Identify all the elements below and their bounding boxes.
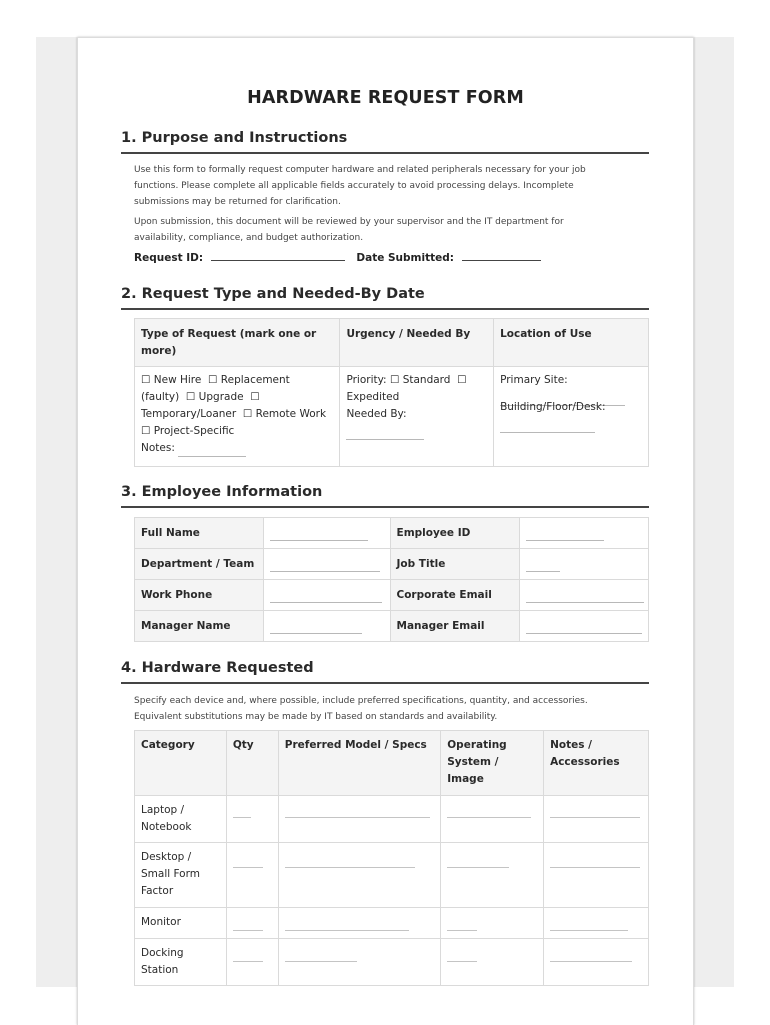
os-image-cell[interactable] [441, 796, 544, 843]
priority-line [346, 372, 487, 406]
needed-by-line [346, 406, 487, 423]
checkbox-upgrade[interactable]: ☐ Upgrade [185, 391, 244, 403]
field-underline [447, 867, 509, 868]
date-submitted-field[interactable] [462, 250, 541, 261]
full-name-label: Full Name [135, 518, 264, 549]
field-underline [550, 930, 628, 931]
checkbox-new-hire[interactable]: ☐ New Hire [141, 374, 202, 386]
notes-accessories-cell[interactable] [544, 939, 649, 986]
category-cell: Laptop / Notebook [135, 796, 227, 843]
para-line: Use this form to formally request computer hardware and related peripherals necessary for your job [134, 165, 586, 175]
priority-label: Priority: [346, 374, 387, 386]
form-page [77, 37, 694, 1025]
corporate-email-label: Corporate Email [390, 580, 520, 611]
notes-accessories-cell[interactable] [544, 796, 649, 843]
employee-id-field[interactable] [520, 518, 649, 549]
field-underline [233, 817, 251, 818]
checkbox-project-specific[interactable]: ☐ Project-Specific [141, 425, 235, 437]
column-header-category: Category [135, 731, 227, 796]
job-title-field[interactable] [520, 549, 649, 580]
urgency-cell [340, 367, 494, 467]
section-3-heading: 3. Employee Information [121, 484, 649, 508]
needed-by-field[interactable] [346, 429, 424, 440]
table-row [135, 580, 649, 611]
qty-cell[interactable] [226, 796, 278, 843]
field-underline [270, 633, 362, 634]
employee-id-label: Employee ID [390, 518, 520, 549]
table-row [135, 549, 649, 580]
column-header-notes-accessories: Notes / Accessories [544, 731, 649, 796]
notes-accessories-cell[interactable] [544, 908, 649, 939]
field-underline [285, 961, 357, 962]
manager-email-label: Manager Email [390, 611, 520, 642]
work-phone-field[interactable] [263, 580, 390, 611]
model-specs-cell[interactable] [278, 796, 441, 843]
qty-cell[interactable] [226, 939, 278, 986]
field-underline [233, 930, 263, 931]
category-cell: Docking Station [135, 939, 227, 986]
para-line: Specify each device and, where possible, include preferred specifications, quantity, and accessories. [134, 696, 588, 706]
work-phone-label: Work Phone [135, 580, 264, 611]
checkbox-standard[interactable]: ☐ Standard [389, 374, 451, 386]
checkbox-replacement[interactable]: ☐ Replacement (faulty) [141, 374, 290, 403]
checkbox-temporary-loaner[interactable]: ☐ Temporary/Loaner [141, 391, 260, 420]
type-line [141, 372, 333, 440]
checkbox-expedited[interactable]: ☐ Expedited [346, 374, 467, 403]
category-cell: Desktop / Small Form Factor [135, 843, 227, 908]
full-name-field[interactable] [263, 518, 390, 549]
section-1-paragraph-1 [134, 162, 649, 210]
model-specs-cell[interactable] [278, 908, 441, 939]
field-underline [270, 540, 368, 541]
field-underline [285, 930, 409, 931]
department-team-label: Department / Team [135, 549, 264, 580]
column-header: Location of Use [494, 319, 649, 367]
field-underline [526, 633, 642, 634]
column-header-model-specs: Preferred Model / Specs [278, 731, 441, 796]
model-specs-cell[interactable] [278, 939, 441, 986]
location-cell [494, 367, 649, 467]
field-underline [550, 961, 632, 962]
notes-line [141, 440, 333, 457]
request-meta-fields [134, 250, 541, 264]
category-cell: Monitor [135, 908, 227, 939]
primary-site-label: Primary Site: [500, 374, 568, 386]
request-type-cell [135, 367, 340, 467]
model-specs-cell[interactable] [278, 843, 441, 908]
section-1-paragraph-2 [134, 214, 649, 246]
department-team-field[interactable] [263, 549, 390, 580]
section-4-paragraph [134, 693, 649, 725]
building-field[interactable] [500, 422, 595, 433]
section-1-heading: 1. Purpose and Instructions [121, 130, 649, 154]
field-underline [270, 602, 382, 603]
os-image-cell[interactable] [441, 908, 544, 939]
table-row [135, 908, 649, 939]
para-line: availability, compliance, and budget authorization. [134, 233, 364, 243]
date-submitted-label: Date Submitted: [356, 252, 454, 264]
building-field-row [500, 416, 642, 428]
field-underline [526, 571, 560, 572]
table-row [135, 518, 649, 549]
manager-name-label: Manager Name [135, 611, 264, 642]
field-underline [447, 930, 477, 931]
os-image-cell[interactable] [441, 939, 544, 986]
qty-cell[interactable] [226, 843, 278, 908]
para-line: Upon submission, this document will be reviewed by your supervisor and the IT department for [134, 217, 564, 227]
field-underline [447, 961, 477, 962]
field-underline [526, 602, 644, 603]
needed-by-field-row [346, 423, 487, 435]
table-row [135, 611, 649, 642]
field-underline [270, 571, 380, 572]
column-header: Type of Request (mark one or more) [135, 319, 340, 367]
checkbox-remote-work[interactable]: ☐ Remote Work [242, 408, 327, 420]
employee-info-table [134, 517, 649, 642]
building-label: Building/Floor/Desk: [500, 401, 606, 413]
field-underline [550, 867, 640, 868]
request-id-field[interactable] [211, 250, 345, 261]
field-underline [447, 817, 531, 818]
field-underline [233, 961, 263, 962]
table-row [135, 843, 649, 908]
primary-site-field-row [500, 389, 642, 399]
job-title-label: Job Title [390, 549, 520, 580]
section-4-heading: 4. Hardware Requested [121, 660, 649, 684]
table-row [135, 939, 649, 986]
column-header-qty: Qty [226, 731, 278, 796]
hardware-requested-table [134, 730, 649, 986]
notes-label: Notes: [141, 442, 175, 454]
field-underline [285, 867, 415, 868]
form-title: HARDWARE REQUEST FORM [247, 88, 524, 108]
manager-email-field[interactable] [520, 611, 649, 642]
section-2-heading: 2. Request Type and Needed-By Date [121, 286, 649, 310]
manager-name-field[interactable] [263, 611, 390, 642]
os-image-cell[interactable] [441, 843, 544, 908]
notes-accessories-cell[interactable] [544, 843, 649, 908]
corporate-email-field[interactable] [520, 580, 649, 611]
table-row [135, 796, 649, 843]
field-underline [285, 817, 430, 818]
para-line: functions. Please complete all applicable fields accurately to avoid processing delays. Incomplete [134, 181, 574, 191]
para-line: Equivalent substitutions may be made by IT based on standards and availability. [134, 712, 498, 722]
notes-field[interactable] [178, 446, 246, 457]
para-line: submissions may be returned for clarification. [134, 197, 341, 207]
request-type-table [134, 318, 649, 467]
field-underline [550, 817, 640, 818]
needed-by-label: Needed By: [346, 408, 407, 420]
qty-cell[interactable] [226, 908, 278, 939]
field-underline [526, 540, 604, 541]
column-header-os-image: Operating System / Image [441, 731, 544, 796]
field-underline [233, 867, 263, 868]
request-id-label: Request ID: [134, 252, 204, 264]
column-header: Urgency / Needed By [340, 319, 494, 367]
